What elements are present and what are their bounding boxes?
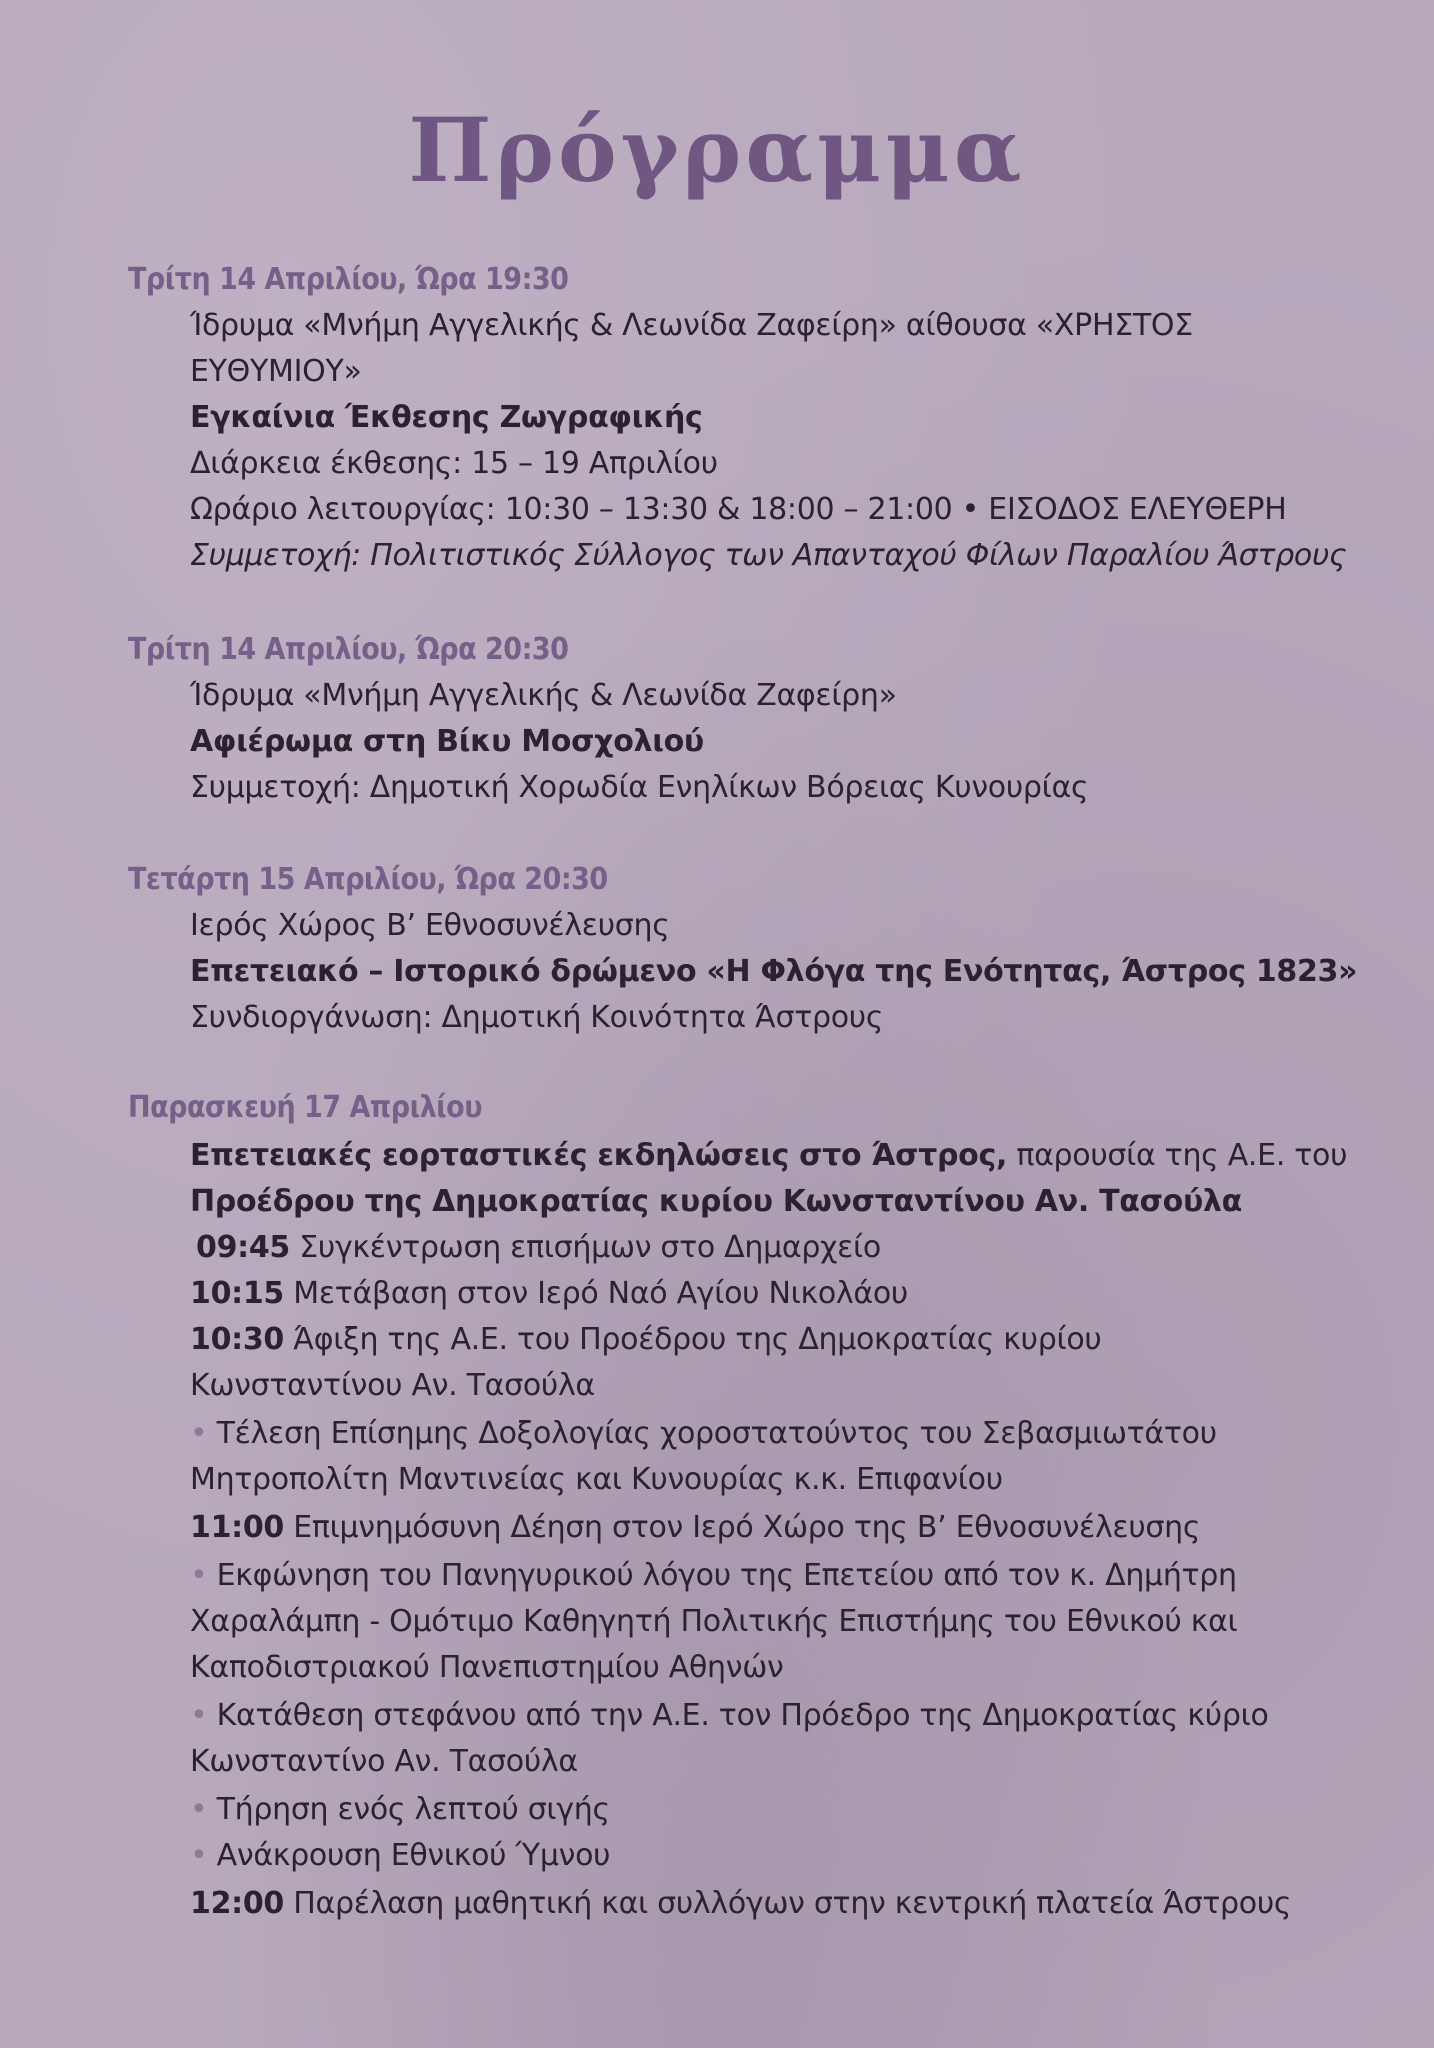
schedule-item: 12:00 Παρέλαση μαθητική και συλλόγων στην κεντρική πλατεία Άστρους [190,1886,1292,1921]
event-3-venue: Ιερός Χώρος Β’ Εθνοσυνέλευσης [190,908,670,943]
event-2-venue: Ίδρυμα «Μνήμη Αγγελικής & Λεωνίδα Ζαφείρη» [190,678,897,713]
event-2-title: Αφιέρωμα στη Βίκυ Μοσχολιού [190,724,704,759]
event-4-intro-bold: Επετειακές εορταστικές εκδηλώσεις στο Άστρος, [190,1138,1008,1173]
event-4-intro-rest: παρουσία της Α.Ε. του [1007,1138,1348,1173]
event-2-participation: Συμμετοχή: Δημοτική Χορωδία Ενηλίκων Βόρειας Κυνουρίας [190,770,1089,805]
event-4-heading: Παρασκευή 17 Απριλίου [128,1090,482,1125]
schedule-item: 10:15 Μετάβαση στον Ιερό Ναό Αγίου Νικολάου [190,1276,908,1311]
schedule-bullet-item: • Εκφώνηση του Πανηγυρικού λόγου της Επετείου από τον κ. Δημήτρη [190,1558,1237,1593]
schedule-item: 10:30 Άφιξη της Α.Ε. του Προέδρου της Δημοκρατίας κυρίου [190,1322,1102,1357]
schedule-item-cont: Καποδιστριακού Πανεπιστημίου Αθηνών [190,1650,784,1685]
event-1-participation: Συμμετοχή: Πολιτιστικός Σύλλογος των Απανταχού Φίλων Παραλίου Άστρους [190,538,1347,573]
bullet-icon: • [190,1792,208,1827]
schedule-item: 11:00 Επιμνημόσυνη Δέηση στον Ιερό Χώρο της Β’ Εθνοσυνέλευσης [190,1510,1201,1545]
schedule-item-cont: Κωνσταντίνου Αν. Τασούλα [190,1368,595,1403]
event-1-title: Εγκαίνια Έκθεσης Ζωγραφικής [190,400,703,435]
event-3-title: Επετειακό – Ιστορικό δρώμενο «Η Φλόγα της Ενότητας, Άστρος 1823» [190,954,1358,989]
schedule-item-cont: Μητροπολίτη Μαντινείας και Κυνουρίας κ.κ. Επιφανίου [190,1462,1003,1497]
page-title: Πρόγραμμα [408,98,1026,202]
schedule-bullet-item: • Ανάκρουση Εθνικού Ύμνου [190,1838,611,1873]
schedule-item-cont: Κωνσταντίνο Αν. Τασούλα [190,1744,578,1779]
event-3-heading: Τετάρτη 15 Απριλίου, Ώρα 20:30 [128,862,608,897]
schedule-item-cont: Χαραλάμπη - Ομότιμο Καθηγητή Πολιτικής Επιστήμης του Εθνικού και [190,1604,1238,1639]
bullet-icon: • [190,1558,208,1593]
schedule-bullet-item: • Τέλεση Επίσημης Δοξολογίας χοροστατούντος του Σεβασμιωτάτου [190,1416,1217,1451]
event-4-president: Προέδρου της Δημοκρατίας κυρίου Κωνσταντίνου Αν. Τασούλα [190,1184,1242,1219]
schedule-item: 09:45 Συγκέντρωση επισήμων στο Δημαρχείο [196,1230,881,1265]
event-2-heading: Τρίτη 14 Απριλίου, Ώρα 20:30 [128,632,569,667]
schedule-bullet-item: • Τήρηση ενός λεπτού σιγής [190,1792,610,1827]
event-1-venue: Ίδρυμα «Μνήμη Αγγελικής & Λεωνίδα Ζαφείρη» αίθουσα «ΧΡΗΣΤΟΣ [190,308,1193,343]
event-1-duration: Διάρκεια έκθεσης: 15 – 19 Απριλίου [190,446,718,481]
event-3-co-organization: Συνδιοργάνωση: Δημοτική Κοινότητα Άστρους [190,1000,884,1035]
event-1-hours: Ωράριο λειτουργίας: 10:30 – 13:30 & 18:00 – 21:00 • ΕΙΣΟΔΟΣ ΕΛΕΥΘΕΡΗ [190,492,1287,527]
schedule-bullet-item: • Κατάθεση στεφάνου από την Α.Ε. τον Πρόεδρο της Δημοκρατίας κύριο [190,1698,1269,1733]
bullet-icon: • [190,1698,208,1733]
event-1-heading: Τρίτη 14 Απριλίου, Ώρα 19:30 [128,262,569,297]
bullet-icon: • [190,1838,208,1873]
bullet-icon: • [190,1416,208,1451]
event-4-intro [190,1136,1347,1176]
event-1-venue-cont: ΕΥΘΥΜΙΟΥ» [190,354,362,389]
